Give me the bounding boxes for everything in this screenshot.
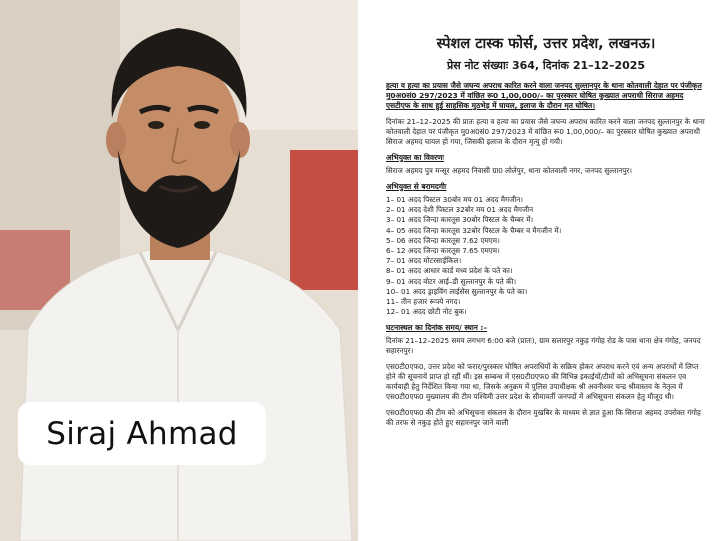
left-eye xyxy=(148,121,164,129)
intelligence-paragraph: एस0टी0एफ0 की टीम को अभिसूचना संकलन के दौरान मुखबिर के माध्यम से ज्ञात हुआ कि सिराज अहमद उपरोक्त गंगोह की तरफ से नकुड़ होते हुए सहारनपुर जाने वाली xyxy=(386,408,701,428)
list-item: 5– 06 अदद जिन्दा कारतूस 7.62 एमएम। xyxy=(386,235,500,245)
list-item: 1– 01 अदद पिस्टल 30बोर मय 01 अदद मैगजीन। xyxy=(386,195,523,204)
right-ear xyxy=(230,122,250,158)
operation-paragraph: एस0टी0एफ0, उत्तर प्रदेश को फरार/पुरस्कार घोषित अपराधियों के सक्रिय होकर अपराध करने एवं अन्य अपराधों में लिप्त होने की सूचनायें प्राप्त हो रहीं थीं। इस सम्बन्ध में एस0टी0एफ0 की विभिन्न इकाईयों/टीमों को अभिसूचना संकलन एव कार्यवाही हेतु निर्देशित किया गया था, जिसके अनुक्रम में पुलिस उपाधीक्षक श्री अवनीश्वर चन्द्र श्रीवास्तव के नेतृत्व में एस0टी0एफ0 मुख्यालय की टीम पश्चिमी उत्तर प्रदेश के सीमावर्ती जनपदों में अभिसूचना संकलन हेतु मौजूद थी। xyxy=(386,362,699,402)
incident-details: दिनांक 21–12–2025 समय लगभग 6:00 बजे (प्रातः), ग्राम सलारपुर नकुड़ गंगोह रोड के पास थाना क्षेत्र गंगोह, जनपद सहारनपुर। xyxy=(386,336,701,356)
suspect-photo xyxy=(0,0,358,541)
list-item: 4– 05 अदद जिन्दा कारतूस 32बोर पिस्टल के चैम्बर व मैगजीन में। xyxy=(386,225,562,235)
background-window xyxy=(240,0,358,130)
incident-heading: घटनास्थल का दिनांक समय/ स्थान :– xyxy=(386,323,488,333)
list-item: 8– 01 अदद आधार कार्ड मध्य प्रदेश के पते का। xyxy=(386,266,513,276)
recovery-list xyxy=(386,195,706,317)
list-item: 6– 12 अदद जिन्दा कारतूस 7.65 एमएम। xyxy=(386,246,500,256)
list-item: 11– तीन हजार रूपये नगद। xyxy=(386,297,461,307)
white-shirt xyxy=(20,250,352,541)
list-item: 12– 01 अदद छोटी नोट बुक। xyxy=(386,307,467,317)
recovery-heading: अभियुक्त से बरामदगीः xyxy=(386,182,447,191)
accused-heading: अभियुक्त का विवरणः xyxy=(386,153,444,162)
left-ear xyxy=(106,122,126,158)
list-item: 2– 01 अदद देशी पिस्टल 32बोर मय 01 अदद मैगजीन xyxy=(386,205,534,215)
accused-details: सिराज अहमद पुत्र मन्सूर अहमद निवासी ग्रा0 लोलेपुर, थाना कोतवाली नगर, जनपद सुल्तानपुर। xyxy=(386,166,633,175)
headline: हत्या व हत्या का प्रयास जैसे जघन्य अपराध कारित करने वाला जनपद सुल्तानपुर के थाना कोतवाली देहात पर पंजीकृत मु0अ0सं0 297/2023 में वांछित रू0 1,00,000/– का पुरस्कार घोषित कुख्यात अपराधी सिराज अहमद एसटीएफ के साथ हुई साहसिक मुठभेड़ में घायल, इलाज के दौरान मृत घोषित। xyxy=(386,81,702,110)
press-note-number: प्रेस नोट संख्याः 364, दिनांक 21–12–2025 xyxy=(446,59,646,72)
list-item: 10– 01 अदद ड्राइविंग लाईसेंस सुल्तानपुर के पते का। xyxy=(386,286,528,296)
press-note-document xyxy=(386,34,706,434)
name-caption: Siraj Ahmad xyxy=(18,402,266,465)
intro-paragraph: दिनांकः 21–12–2025 की प्रातः हत्या व हत्या का प्रयास जैसे जघन्य अपराध कारित करने वाला जनपद सुल्तानपुर के थाना कोतवाली देहात पर पंजीकृत मु0अ0सं0 297/2023 में वांछित रू0 1,00,000/– का पुरस्कार घोषित कुख्यात अपराधी सिराज अहमद घायल हो गया, जिसकी इलाज के दौरान मृत्यु हो गयी। xyxy=(386,117,705,146)
list-item: 3– 01 अदद जिन्दा कारतूस 30बोर पिस्टल के चैम्बर में। xyxy=(386,215,534,225)
background-red-cloth xyxy=(290,150,358,290)
list-item: 9– 01 अदद वोटर आई–डी सुल्तानपुर के पते की। xyxy=(386,276,517,286)
list-item: 7– 01 अदद मोटरसाईकिल। xyxy=(386,256,462,266)
right-eye xyxy=(194,121,210,129)
document-title: स्पेशल टास्क फोर्स, उत्तर प्रदेश, लखनऊ। xyxy=(436,36,656,52)
